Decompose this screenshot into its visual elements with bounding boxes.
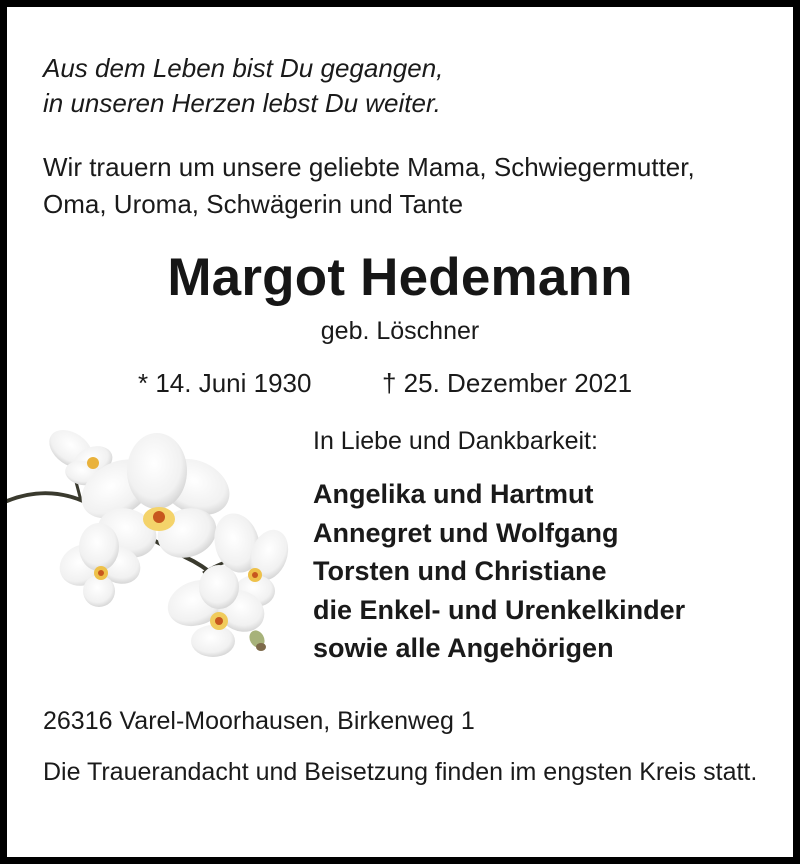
address: 26316 Varel-Moorhausen, Birkenweg 1: [43, 707, 475, 735]
intro-line: Wir trauern um unsere geliebte Mama, Schwiegermutter,: [43, 152, 695, 182]
obituary-card: [7, 7, 793, 857]
birth-date: * 14. Juni 1930: [138, 368, 312, 398]
intro-line: Oma, Uroma, Schwägerin und Tante: [43, 189, 464, 219]
mourner-entry: die Enkel- und Urenkelkinder: [313, 594, 686, 625]
poem: [43, 51, 443, 121]
deceased-name: Margot Hedemann: [167, 248, 633, 307]
funeral-note: Die Trauerandacht und Beisetzung finden im engsten Kreis statt.: [43, 758, 758, 786]
mourner-entry: Torsten und Christiane: [313, 556, 607, 586]
mourner-entry: Annegret und Wolfgang: [313, 517, 619, 548]
mourner-entry: Angelika und Hartmut: [313, 479, 594, 509]
intro-text: [43, 149, 695, 223]
poem-line: Aus dem Leben bist Du gegangen,: [43, 53, 444, 83]
poem-line: in unseren Herzen lebst Du weiter.: [43, 88, 441, 118]
orchid-image: [7, 415, 297, 665]
maiden-name: geb. Löschner: [320, 317, 480, 345]
mourners-heading: In Liebe und Dankbarkeit:: [313, 427, 598, 455]
mourner-entry: sowie alle Angehörigen: [313, 633, 614, 663]
death-date: † 25. Dezember 2021: [382, 368, 633, 398]
mourners-list: [313, 475, 685, 668]
